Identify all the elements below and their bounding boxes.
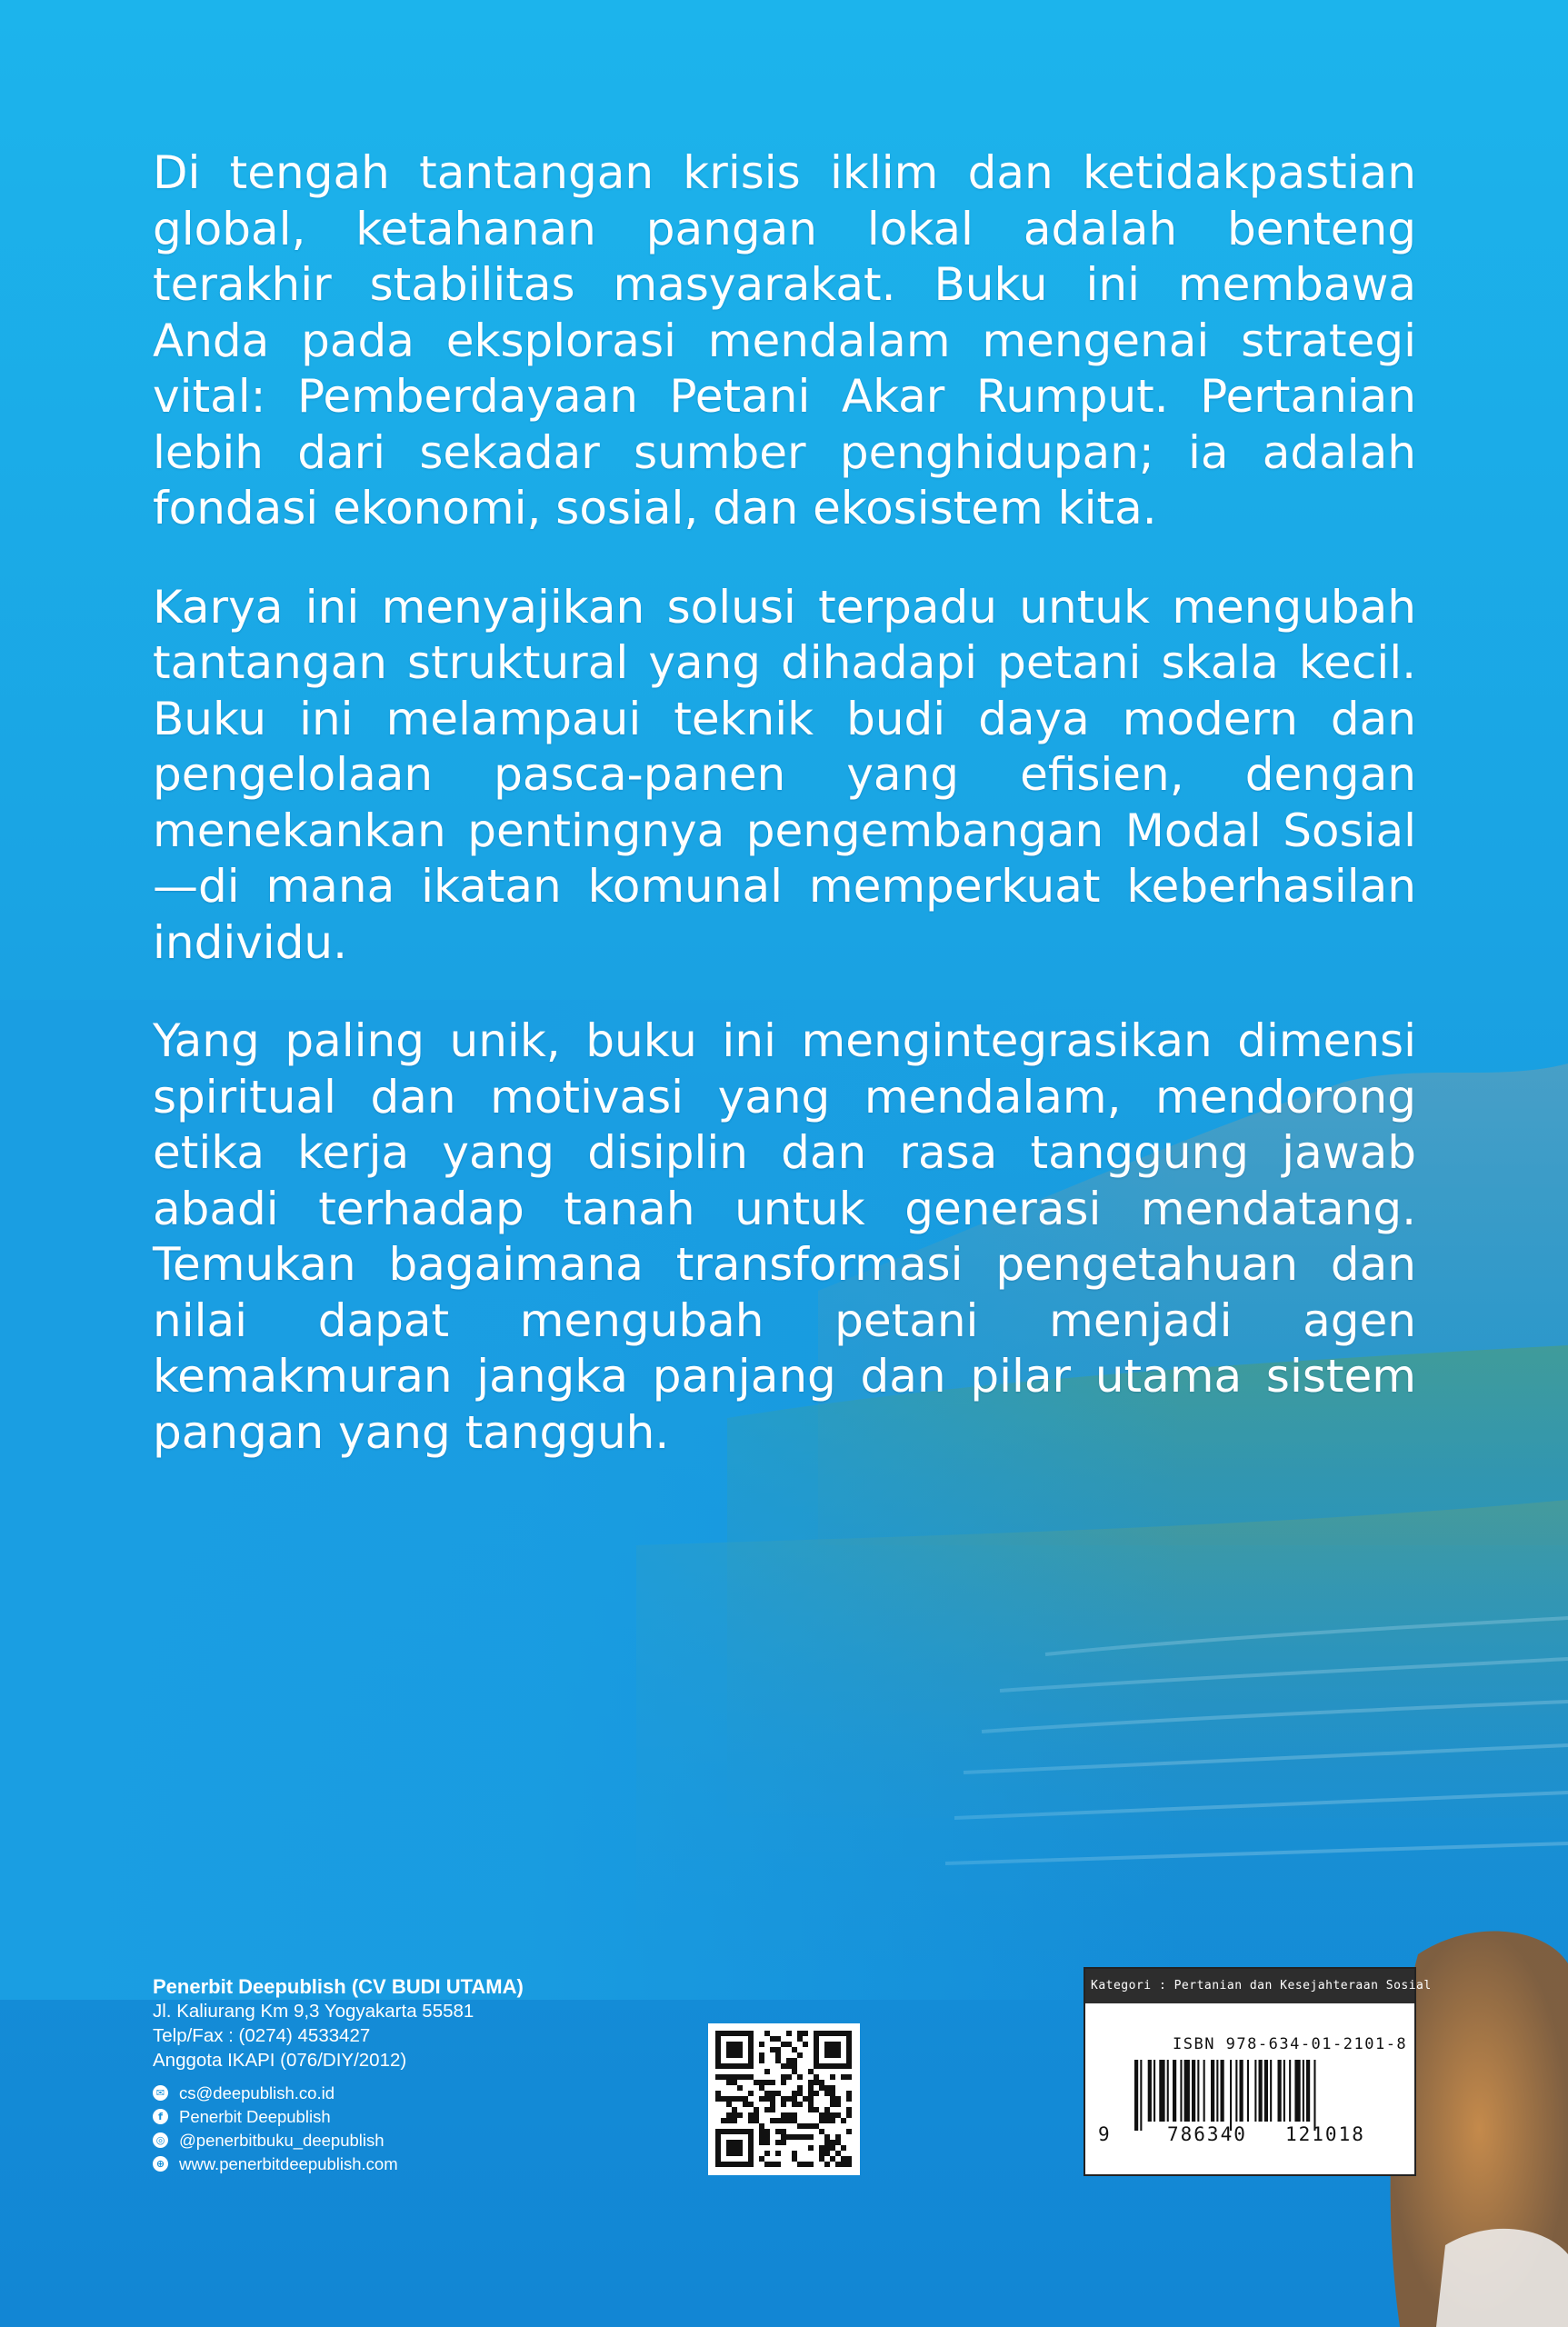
blurb-text xyxy=(153,145,1416,1503)
publisher-address: Jl. Kaliurang Km 9,3 Yogyakarta 55581 xyxy=(153,2001,474,2022)
ean-left-digits: 786340 xyxy=(1167,2123,1247,2145)
contact-facebook xyxy=(153,2104,524,2128)
globe-icon: ⊕ xyxy=(153,2156,168,2172)
blurb-paragraph-2: Karya ini menyajikan solusi terpadu untuk mengubah tantangan struktural yang dihadapi petani skala kecil. Buku ini melampaui teknik budi daya modern dan pengelolaan pasca-panen yang efisien, dengan menekankan pentingnya pengembangan Modal Sosial—di mana ikatan komunal memperkuat keberhasilan individu. xyxy=(153,580,1416,969)
barcode-graphic xyxy=(1133,2060,1396,2132)
contact-facebook-text: Penerbit Deepublish xyxy=(179,2106,331,2126)
blurb-paragraph-3: Yang paling unik, buku ini mengintegrasikan dimensi spiritual dan motivasi yang mendalam, mendorong etika kerja yang disiplin dan rasa tanggung jawab abadi terhadap tanah untuk generasi mendatang. Temukan bagaimana transformasi pengetahuan dan nilai dapat mengubah petani menjadi agen kemakmuran jangka panjang dan pilar utama sistem pangan yang tangguh. xyxy=(153,1014,1416,1459)
publisher-name: Penerbit Deepublish (CV BUDI UTAMA) xyxy=(153,1975,524,1998)
contact-website xyxy=(153,2152,524,2175)
publisher-contacts xyxy=(153,2081,524,2175)
publisher-phone: Telp/Fax : (0274) 4533427 xyxy=(153,2025,371,2046)
category-label: Kategori : Pertanian dan Kesejahteraan Sosial xyxy=(1085,1969,1414,2003)
contact-instagram xyxy=(153,2128,524,2152)
contact-email-text: cs@deepublish.co.id xyxy=(179,2082,335,2102)
qr-code xyxy=(708,2023,860,2175)
email-icon: ✉ xyxy=(153,2085,168,2101)
isbn-number: ISBN 978-634-01-2101-8 xyxy=(1173,2035,1408,2053)
facebook-icon: f xyxy=(153,2109,168,2124)
contact-website-text: www.penerbitdeepublish.com xyxy=(179,2153,398,2173)
contact-email xyxy=(153,2081,524,2104)
publisher-ikapi: Anggota IKAPI (076/DIY/2012) xyxy=(153,2050,407,2071)
ean-first-digit: 9 xyxy=(1098,2123,1110,2145)
publisher-info xyxy=(153,1974,524,2175)
blurb-paragraph-1: Di tengah tantangan krisis iklim dan ketidakpastian global, ketahanan pangan lokal adalah benteng terakhir stabilitas masyarakat. Buku ini membawa Anda pada eksplorasi mendalam mengenai strategi vital: Pemberdayaan Petani Akar Rumput. Pertanian lebih dari sekadar sumber penghidupan; ia adalah fondasi ekonomi, sosial, dan ekosistem kita. xyxy=(153,146,1416,534)
isbn-barcode-box xyxy=(1084,1967,1432,2176)
instagram-icon: ◎ xyxy=(153,2132,168,2148)
ean-right-digits: 121018 xyxy=(1285,2123,1365,2145)
contact-instagram-text: @penerbitbuku_deepublish xyxy=(179,2130,385,2150)
qr-code-graphic xyxy=(708,2023,860,2175)
